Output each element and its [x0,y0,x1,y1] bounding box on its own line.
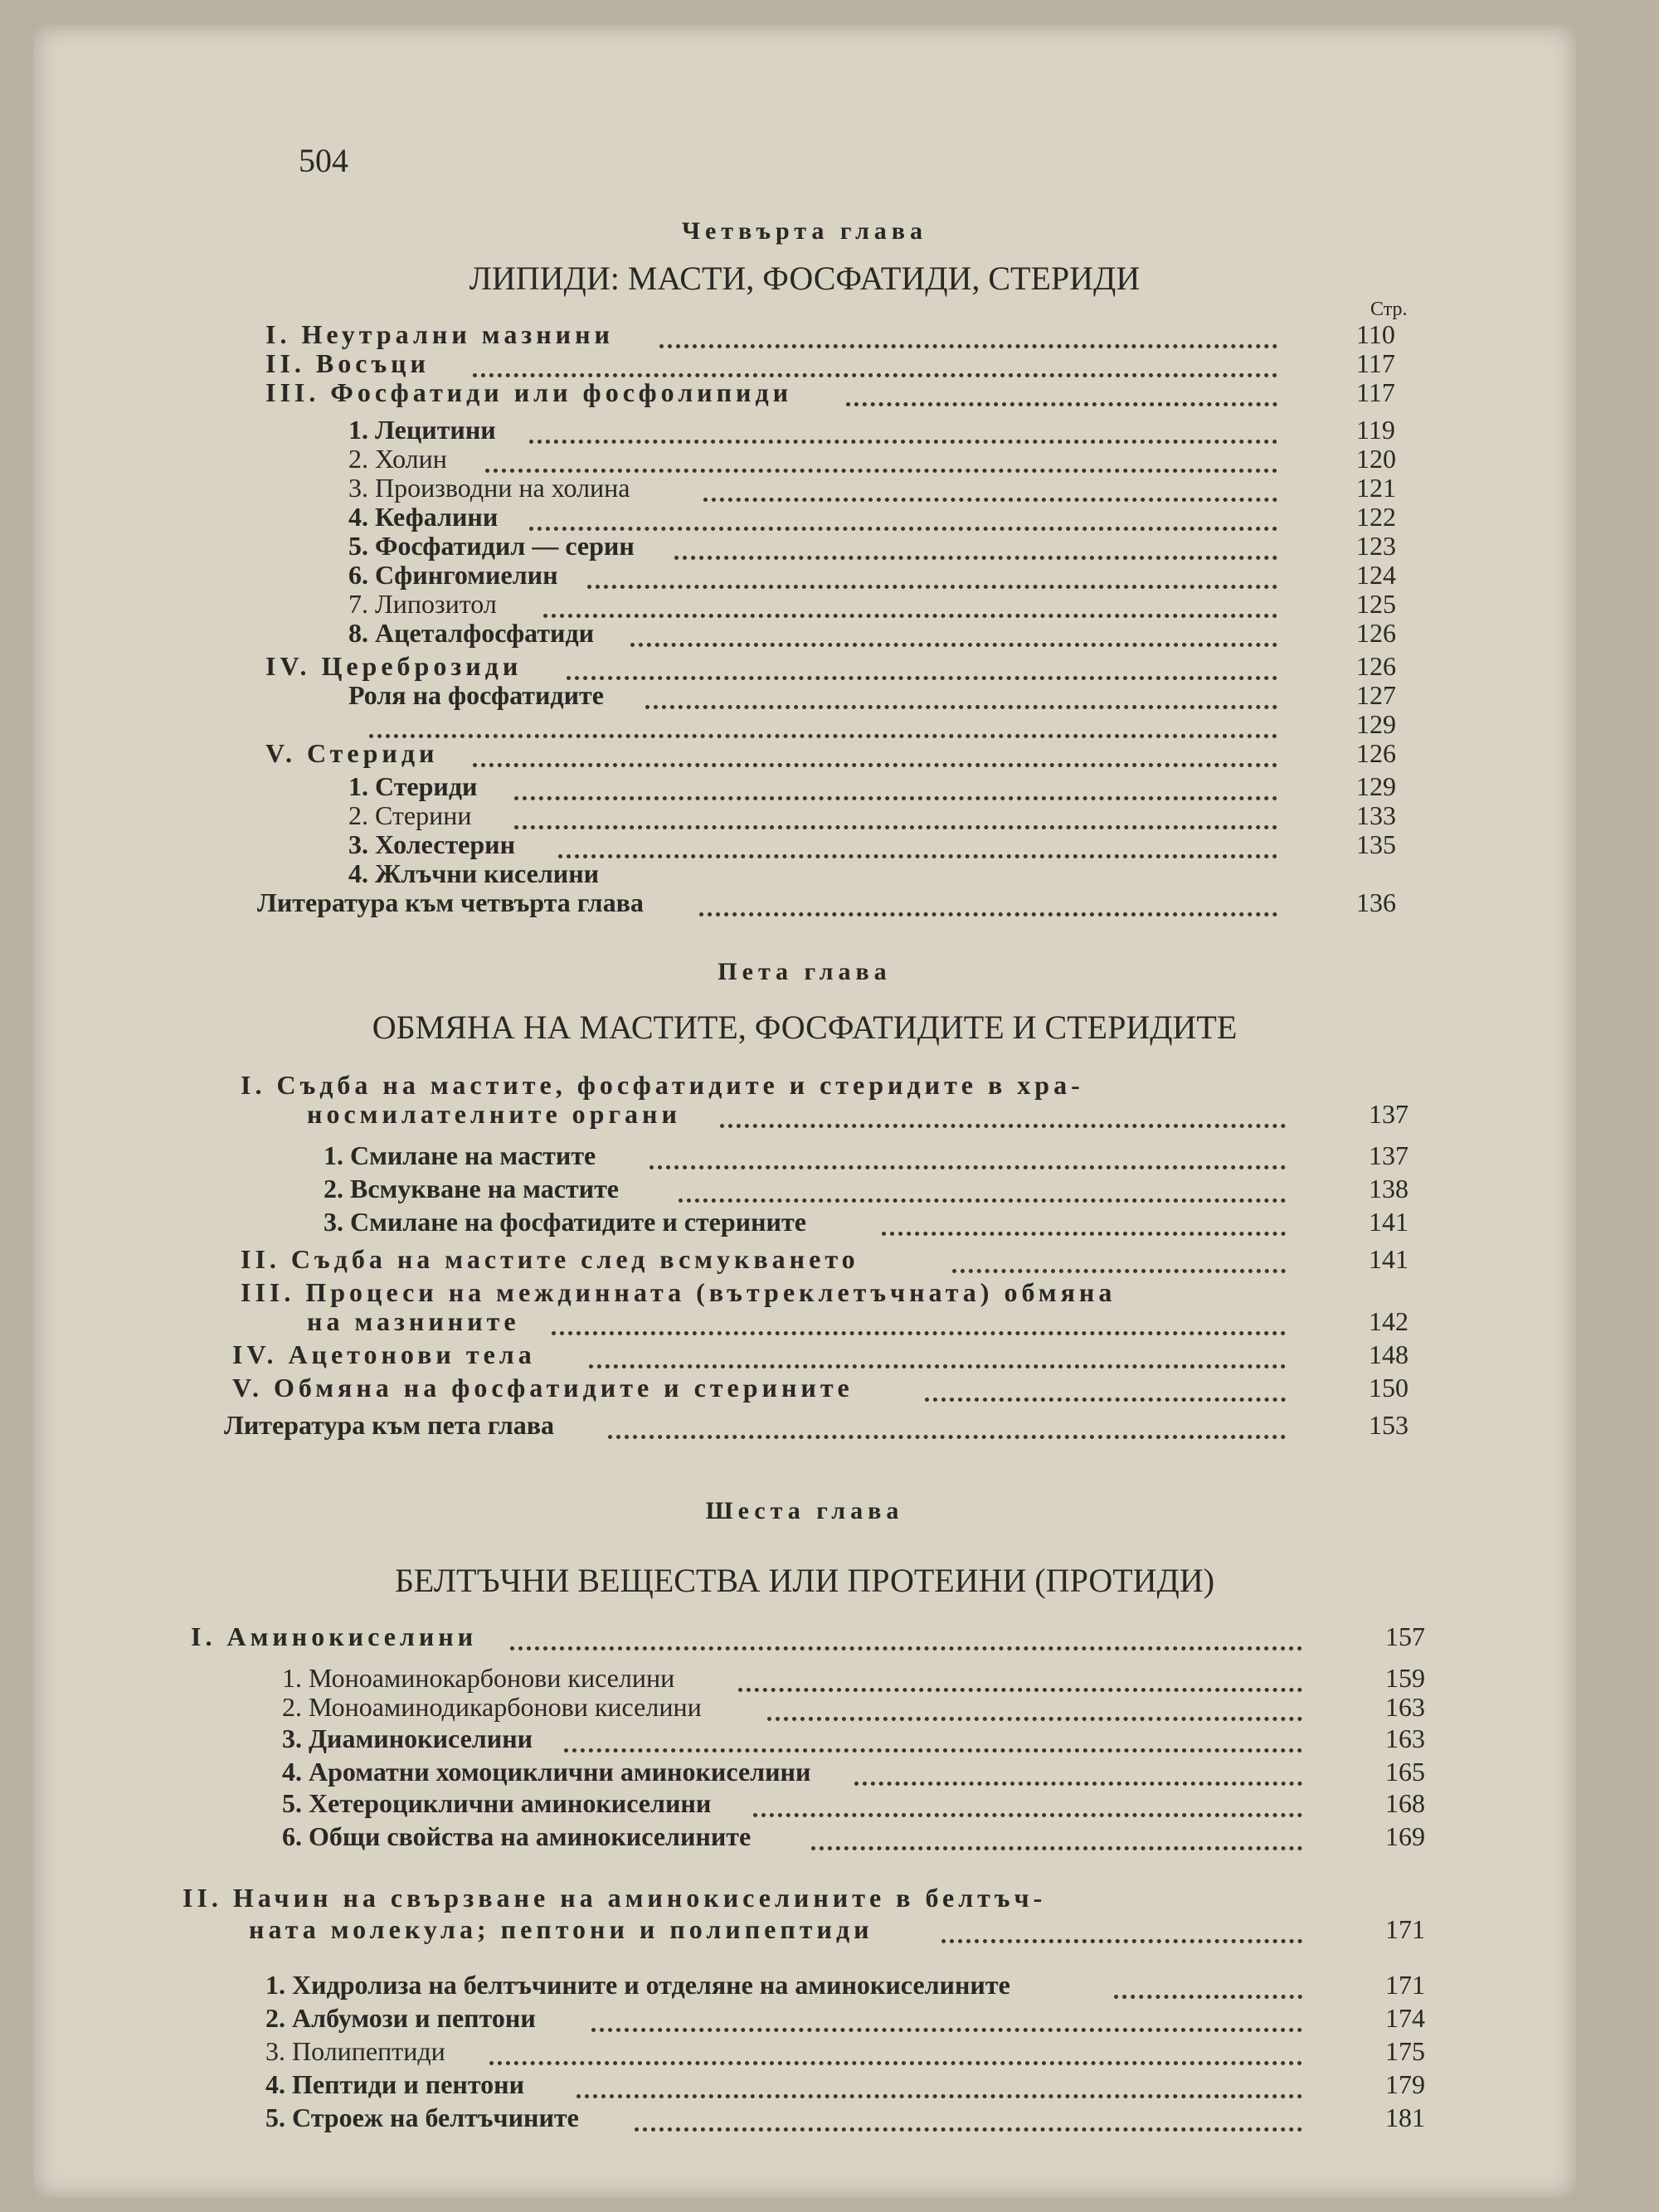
dot-leader [369,709,1277,738]
toc-entry-page: 133 [1356,800,1396,830]
toc-entry-title: 1. Моноаминокарбонови киселини [282,1663,675,1693]
toc-entry [33,1788,1576,1820]
toc-entry-page: 126 [1356,651,1396,681]
toc-entry-page: 168 [1385,1788,1425,1818]
toc-entry [33,738,1576,770]
toc-entry-page: 175 [1385,2036,1425,2066]
dot-leader [635,2103,1302,2132]
toc-entry-page: 163 [1385,1692,1425,1722]
toc-entry-title: 2. Холин [348,444,447,474]
toc-entry [33,531,1576,562]
toc-entry [33,858,1576,890]
toc-entry [33,1621,1576,1653]
toc-entry-title: Роля на фосфатидите [348,680,604,710]
toc-entry-title: 2. Моноаминодикарбонови киселини [282,1692,702,1722]
toc-entry-title: 5. Строеж на белтъчините [265,2103,579,2132]
toc-entry [33,473,1576,504]
toc-entry-title: Литература към пета глава [224,1410,555,1440]
toc-entry [33,1140,1576,1172]
toc-entry [33,1757,1576,1788]
toc-entry-title: III. Процеси на междинната (вътреклетъчната) обмяна [241,1277,1117,1307]
chapter-4-title: ЛИПИДИ: МАСТИ, ФОСФАТИДИ, СТЕРИДИ [469,260,1141,297]
toc-entry [33,589,1576,620]
chapter-5-label: Пета глава [718,958,892,985]
page-column-header: Стр. [1370,299,1408,320]
toc-entry-title: Литература към четвърта глава [257,887,644,917]
toc-entry-title: 5. Фосфатидил — серин [348,531,635,561]
chapter-4-label: Четвърта глава [681,217,928,245]
toc-entry-page: 120 [1356,444,1396,474]
toc-entry-title: 3. Полипептиди [265,2036,445,2066]
toc-entry-title: I. Аминокиселини [191,1621,478,1651]
toc-entry-title: 1. Стериди [348,771,478,801]
toc-entry [33,709,1576,741]
toc-entry [33,618,1576,649]
toc-entry [33,1410,1576,1441]
dot-leader [645,680,1278,709]
dot-leader [558,829,1278,858]
toc-entry [33,1821,1576,1853]
toc-entry-page: 150 [1369,1373,1408,1403]
toc-entry-title: 3. Смилане на фосфатидите и стерините [324,1207,806,1237]
toc-entry-title: 3. Холестерин [348,829,516,859]
dot-leader [552,1306,1286,1335]
dot-leader [753,1788,1303,1817]
toc-entry-page: 126 [1356,738,1396,768]
toc-entry-title: 1. Лецитини [348,415,496,445]
toc-entry [33,680,1576,712]
toc-entry [33,1723,1576,1755]
toc-entry [33,444,1576,475]
dot-leader [699,887,1278,916]
toc-entry-page: 141 [1369,1244,1408,1274]
toc-entry-page: 159 [1385,1663,1425,1693]
dot-leader [514,771,1277,800]
dot-leader [659,319,1277,348]
toc-entry-page: 157 [1385,1621,1425,1651]
dot-leader [720,1099,1287,1128]
dot-leader [587,560,1278,589]
toc-entry [33,2036,1576,2068]
dot-leader [489,2036,1302,2065]
toc-entry [33,2003,1576,2035]
toc-entry-title: 8. Ацеталфосфатиди [348,618,595,648]
dot-leader [882,1207,1287,1236]
toc-entry-title: 4. Пептиди и пентони [265,2069,524,2099]
toc-entry-page: 181 [1385,2103,1425,2132]
toc-entry [33,1244,1576,1276]
dot-leader [1114,1970,1303,1999]
toc-entry-title: 1. Смилане на мастите [324,1140,596,1170]
toc-entry-page: 119 [1356,415,1395,445]
toc-entry [33,502,1576,533]
toc-entry-title: 3. Диаминокиселини [282,1723,533,1753]
dot-leader [649,1140,1287,1169]
dot-leader [514,800,1277,829]
toc-entry-page: 138 [1369,1174,1408,1203]
toc-entry-page: 179 [1385,2069,1425,2099]
toc-entry-page: 142 [1369,1306,1408,1336]
toc-entry-page: 127 [1356,680,1396,710]
toc-entry [33,1692,1576,1723]
toc-entry [33,1883,1576,1914]
toc-entry [33,560,1576,591]
dot-leader [679,1174,1287,1203]
dot-leader [473,348,1277,377]
toc-entry-title: 7. Липозитол [348,589,497,619]
dot-leader [952,1244,1287,1273]
toc-entry [33,1339,1576,1371]
dot-leader [564,1723,1302,1753]
toc-entry-page: 174 [1385,2003,1425,2033]
toc-entry-page: 124 [1356,560,1396,590]
dot-leader [473,738,1277,767]
toc-entry [33,1914,1576,1946]
dot-leader [674,531,1278,560]
toc-entry-title: V. Стериди [265,738,439,768]
chapter-6-label: Шеста глава [705,1497,904,1524]
toc-entry [33,348,1576,380]
dot-leader [577,2069,1302,2098]
toc-entry-page: 129 [1356,771,1396,801]
toc-entry-page: 171 [1385,1970,1425,2000]
toc-entry-page: 137 [1369,1099,1408,1129]
dot-leader [767,1692,1302,1721]
dot-leader [510,1621,1302,1650]
dot-leader [567,651,1278,680]
toc-entry-page: 135 [1356,829,1396,859]
toc-entry-title: 4. Кефалини [348,502,499,532]
toc-entry [33,771,1576,803]
toc-entry [33,1070,1576,1101]
toc-entry [33,1663,1576,1694]
dot-leader [589,1339,1286,1369]
dot-leader [485,444,1277,473]
toc-entry-page: 122 [1356,502,1396,532]
toc-entry-title: II. Начин на свързване на аминокиселините в белтъч- [182,1883,1047,1913]
toc-entry [33,829,1576,861]
toc-entry-title: 2. Всмукване на мастите [324,1174,619,1203]
toc-entry-page: 117 [1356,348,1395,378]
toc-entry [33,1970,1576,2001]
page-number: 504 [299,142,348,179]
toc-entry [33,1207,1576,1238]
toc-entry [33,2069,1576,2101]
toc-entry [33,651,1576,683]
toc-entry [33,1306,1576,1338]
toc-entry-title: IV. Ацетонови тела [232,1339,536,1369]
dot-leader [854,1757,1302,1786]
toc-entry-title: носмилателните органи [307,1099,681,1129]
toc-entry-page: 121 [1356,473,1396,503]
toc-entry-page: 129 [1356,709,1396,739]
toc-entry [33,319,1576,351]
toc-entry-title: I. Неутрални мазнини [265,319,614,349]
toc-entry-page: 141 [1369,1207,1408,1237]
toc-entry-page: 123 [1356,531,1396,561]
dot-leader [529,415,1278,444]
toc-entry-title: V. Обмяна на фосфатидите и стерините [232,1373,854,1403]
toc-entry [33,377,1576,409]
toc-entry-title: 4. Ароматни хомоциклични аминокиселини [282,1757,811,1787]
toc-entry-title: II. Восъци [265,348,430,378]
toc-entry-title: I. Съдба на мастите, фосфатидите и стеридите в хра- [241,1070,1084,1100]
toc-entry [33,1099,1576,1130]
dot-leader [811,1821,1303,1850]
dot-leader [543,589,1277,618]
toc-entry-title: 1. Хидролиза на белтъчините и отделяне на аминокиселините [265,1970,1010,2000]
toc-entry-page: 163 [1385,1723,1425,1753]
toc-entry-page: 117 [1356,377,1395,407]
toc-entry-page: 110 [1356,319,1395,349]
toc-entry-title: 4. Жлъчни киселини [348,858,600,888]
toc-entry-page: 137 [1369,1140,1408,1170]
toc-entry-title: II. Съдба на мастите след всмукването [241,1244,859,1274]
toc-entry-title: 5. Хетероциклични аминокиселини [282,1788,712,1818]
toc-entry [33,1277,1576,1309]
toc-entry-title: III. Фосфатиди или фосфолипиди [265,377,793,407]
dot-leader [925,1373,1286,1402]
dot-leader [738,1663,1302,1692]
book-page [33,25,1576,2198]
toc-entry-page: 153 [1369,1410,1408,1440]
toc-entry-title: 2. Стерини [348,800,472,830]
toc-entry-page: 169 [1385,1821,1425,1851]
dot-leader [846,377,1277,406]
chapter-5-title: ОБМЯНА НА МАСТИТЕ, ФОСФАТИДИТЕ И СТЕРИДИТЕ [372,1009,1238,1046]
toc-entry [33,1174,1576,1205]
dot-leader [703,473,1278,502]
toc-entry [33,800,1576,832]
toc-entry-page: 125 [1356,589,1396,619]
toc-entry [33,887,1576,919]
dot-leader [529,502,1278,531]
toc-entry-title: 2. Албумози и пептони [265,2003,536,2033]
toc-entry [33,415,1576,446]
dot-leader [591,2003,1303,2032]
toc-entry-title: IV. Цереброзиди [265,651,523,681]
toc-entry-page: 171 [1385,1914,1425,1944]
toc-entry-page: 136 [1356,887,1396,917]
chapter-6-title: БЕЛТЪЧНИ ВЕЩЕСТВА ИЛИ ПРОТЕИНИ (ПРОТИДИ) [394,1562,1215,1599]
toc-entry [33,1373,1576,1404]
toc-entry-title: 3. Производни на холина [348,473,630,503]
toc-entry-page: 165 [1385,1757,1425,1787]
toc-entry-page: 126 [1356,618,1396,648]
toc-entry-title: 6. Сфингомиелин [348,560,558,590]
dot-leader [941,1914,1302,1943]
dot-leader [608,1410,1287,1439]
dot-leader [630,618,1277,647]
toc-entry-title: 6. Общи свойства на аминокиселините [282,1821,752,1851]
toc-entry-title: ната молекула; пептони и полипептиди [249,1914,873,1944]
toc-entry-page: 148 [1369,1339,1408,1369]
toc-entry-title: на мазнините [307,1306,520,1336]
toc-entry [33,2103,1576,2134]
